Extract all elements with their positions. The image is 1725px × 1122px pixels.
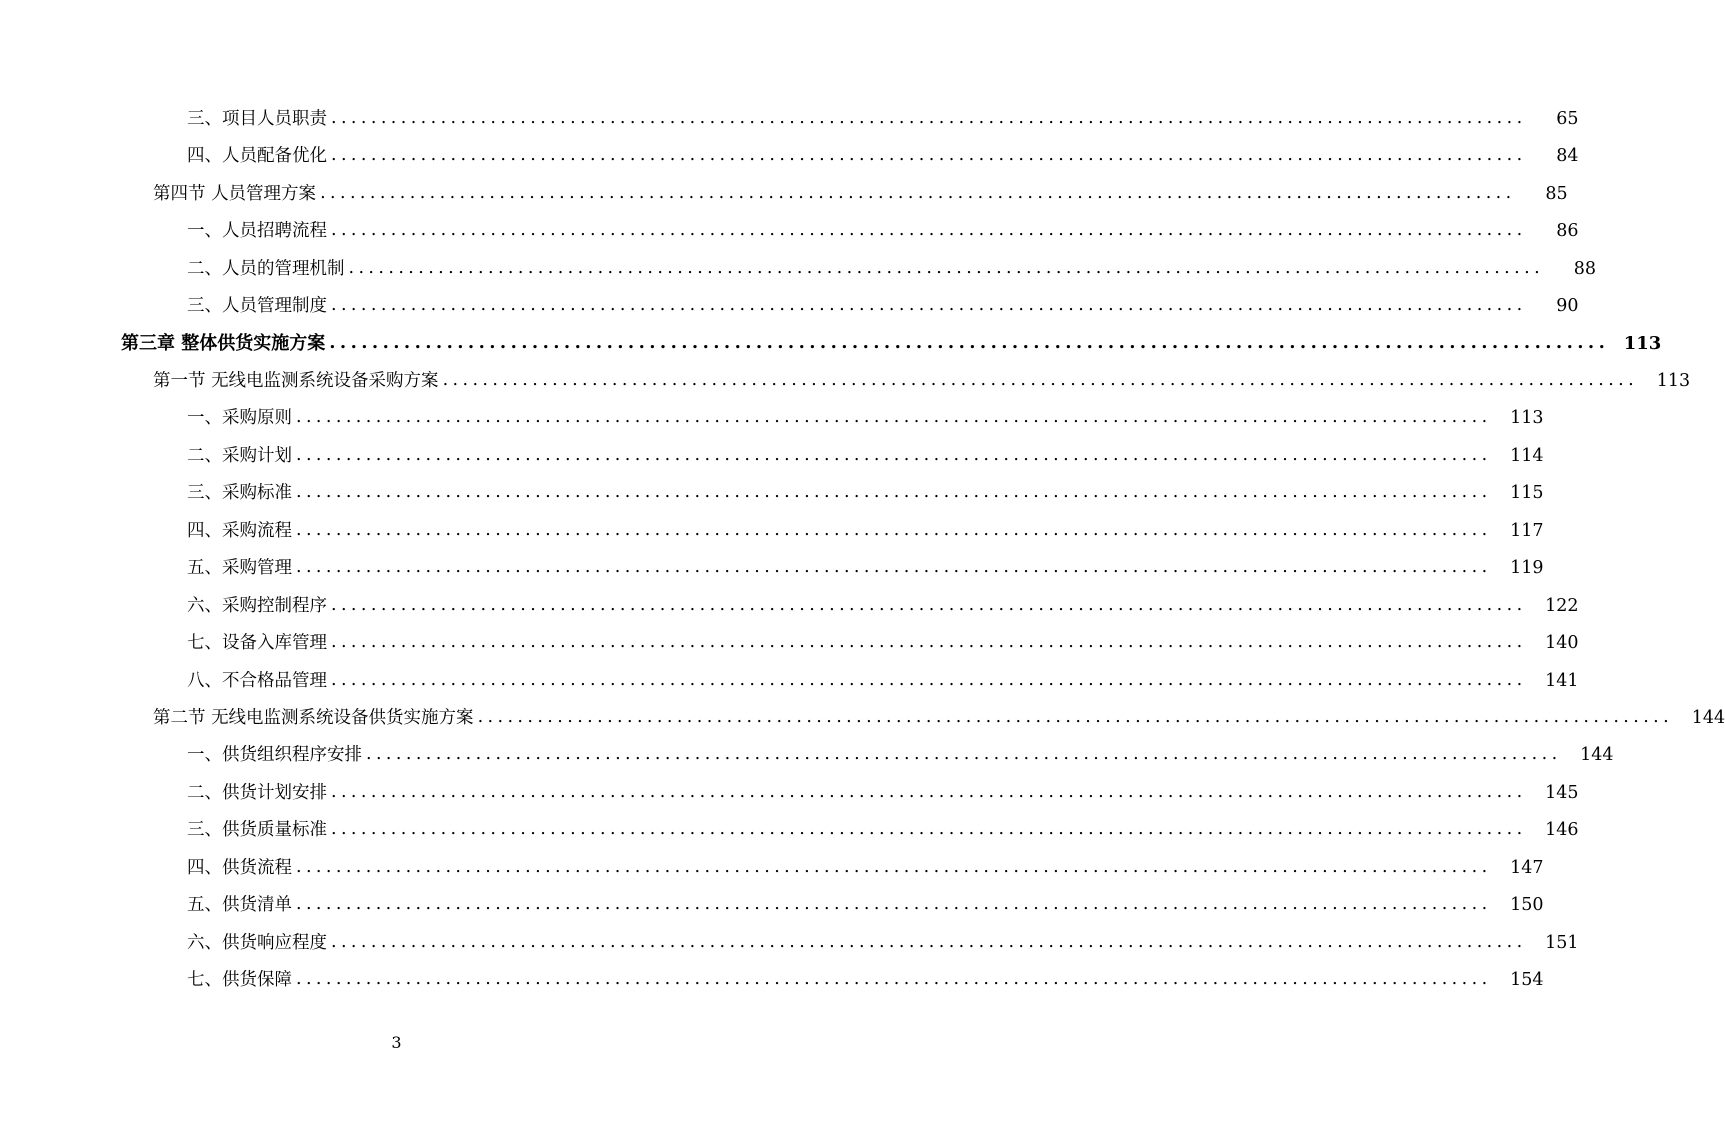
toc-entry-page: 84 [1556, 146, 1579, 167]
toc-dot-leader: ........................................................................................................................ [331, 594, 1527, 615]
toc-dot-leader: ........................................................................................................................ [331, 220, 1527, 241]
toc-dot-leader: ........................................................................................................................ [348, 257, 1545, 278]
toc-entry-page: 85 [1545, 183, 1568, 204]
toc-entry-page: 113 [1623, 333, 1662, 355]
toc-entry-page: 140 [1545, 633, 1579, 654]
toc-entry-page: 88 [1573, 258, 1597, 279]
toc-entry [0, 513, 1544, 550]
toc-entry-title: 三、采购标准 [187, 483, 292, 504]
toc-entry-page: 90 [1556, 296, 1579, 317]
toc-entry-page: 144 [1691, 707, 1725, 728]
toc-dot-leader: ........................................................................................................................ [477, 706, 1674, 727]
toc-entry [0, 401, 1544, 438]
toc-entry-title: 一、供货组织程序安排 [187, 745, 362, 766]
toc-entry [0, 363, 1691, 400]
toc-entry [0, 288, 1579, 325]
toc-dot-leader: ........................................................................................................................ [296, 856, 1492, 877]
toc-entry-page: 86 [1556, 221, 1579, 242]
toc-dot-leader: ........................................................................................................................ [366, 744, 1562, 765]
toc-dot-leader: ........................................................................................................................ [331, 819, 1527, 840]
toc-dot-leader: ........................................................................................................................ [296, 969, 1492, 990]
toc-entry-title: 五、采购管理 [187, 558, 292, 579]
toc-entry [0, 812, 1579, 849]
toc-entry-page: 144 [1580, 745, 1614, 766]
toc-entry [0, 775, 1579, 812]
toc-entry [0, 438, 1544, 475]
toc-entry-title: 三、项目人员职责 [187, 108, 327, 129]
toc-entry [0, 663, 1579, 700]
toc-entry-title: 二、采购计划 [187, 445, 292, 466]
toc-entry-title: 一、人员招聘流程 [187, 221, 327, 242]
toc-entry [0, 625, 1579, 662]
page-number: 3 [391, 1033, 402, 1052]
toc-entry-title: 六、供货响应程度 [187, 932, 327, 953]
toc-entry-page: 147 [1510, 857, 1544, 878]
toc-entry-title: 第二节 无线电监测系统设备供货实施方案 [153, 707, 474, 728]
toc-entry-page: 65 [1556, 108, 1579, 129]
toc-entry-page: 154 [1510, 970, 1544, 991]
toc-entry-page: 151 [1545, 932, 1579, 953]
toc-dot-leader: ........................................................................................................................ [296, 407, 1492, 428]
toc-entry-title: 一、采购原则 [187, 408, 292, 429]
toc-entry [0, 925, 1579, 962]
toc-entry [0, 962, 1544, 999]
toc-entry [0, 737, 1614, 774]
toc-dot-leader: ........................................................................................................................ [320, 182, 1516, 203]
toc-entry-title: 第三章 整体供货实施方案 [121, 333, 326, 355]
toc-entry-title: 二、人员的管理机制 [187, 258, 345, 279]
toc-dot-leader: ........................................................................................................................ [296, 894, 1492, 915]
toc-dot-leader: ........................................................................................................................ [331, 145, 1527, 166]
toc-entry [0, 176, 1568, 213]
toc-entry-title: 四、供货流程 [187, 857, 292, 878]
toc-entry-title: 二、供货计划安排 [187, 782, 327, 803]
toc-entry-page: 146 [1545, 820, 1579, 841]
toc-dot-leader: ........................................................................................................................ [296, 519, 1492, 540]
toc-entry [0, 101, 1579, 138]
toc-entry-page: 117 [1510, 520, 1544, 541]
toc-entry-title: 三、人员管理制度 [187, 296, 327, 317]
toc-entry [0, 251, 1597, 288]
toc-entry [0, 550, 1544, 587]
toc-entry-page: 113 [1510, 408, 1544, 429]
toc-dot-leader: ........................................................................................................................ [331, 931, 1527, 952]
toc-dot-leader: ........................................................................................................................ [329, 332, 1610, 354]
toc-entry-title: 四、采购流程 [187, 520, 292, 541]
toc-dot-leader: ........................................................................................................................ [331, 669, 1527, 690]
toc-dot-leader: ........................................................................................................................ [331, 781, 1527, 802]
toc-entry [0, 138, 1579, 175]
toc-entry-title: 三、供货质量标准 [187, 820, 327, 841]
toc-entry-title: 四、人员配备优化 [187, 146, 327, 167]
toc-entry [0, 588, 1579, 625]
toc-dot-leader: ........................................................................................................................ [296, 444, 1492, 465]
toc-entry-title: 七、设备入库管理 [187, 633, 327, 654]
toc-dot-leader: ........................................................................................................................ [331, 107, 1527, 128]
toc-dot-leader: ........................................................................................................................ [296, 557, 1492, 578]
toc-entry [0, 850, 1544, 887]
toc-entry [0, 475, 1544, 512]
toc-entry-page: 114 [1510, 445, 1544, 466]
toc-entry-page: 122 [1545, 595, 1579, 616]
toc-entry-page: 115 [1510, 483, 1544, 504]
toc-entry-title: 五、供货清单 [187, 895, 292, 916]
table-of-contents [0, 101, 1725, 1000]
toc-entry-page: 145 [1545, 782, 1579, 803]
toc-entry-title: 六、采购控制程序 [187, 595, 327, 616]
toc-entry [0, 700, 1725, 737]
toc-dot-leader: ........................................................................................................................ [331, 295, 1527, 316]
toc-entry-page: 141 [1545, 670, 1579, 691]
toc-dot-leader: ........................................................................................................................ [331, 632, 1527, 653]
toc-entry-page: 113 [1656, 371, 1691, 392]
toc-entry-page: 150 [1510, 895, 1544, 916]
toc-entry-title: 七、供货保障 [187, 970, 292, 991]
toc-entry-page: 119 [1510, 558, 1544, 579]
toc-entry-title: 八、不合格品管理 [187, 670, 327, 691]
toc-entry-title: 第四节 人员管理方案 [153, 183, 317, 204]
toc-dot-leader: ........................................................................................................................ [296, 482, 1492, 503]
toc-entry [0, 326, 1662, 363]
toc-entry [0, 213, 1579, 250]
toc-dot-leader: ........................................................................................................................ [442, 370, 1639, 391]
toc-entry [0, 887, 1544, 924]
toc-entry-title: 第一节 无线电监测系统设备采购方案 [153, 371, 439, 392]
